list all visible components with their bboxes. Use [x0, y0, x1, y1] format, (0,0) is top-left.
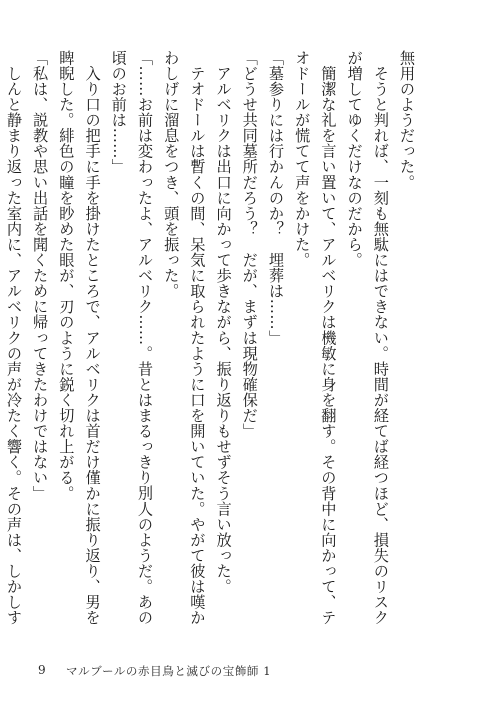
paragraph: 「墓参りには行かんのか？ 埋葬は……」: [266, 50, 285, 346]
paragraph: テオドールは暫くの間、呆気に取られたように口を開いていた。やがて彼は嘆かわしげに溜息をつき、頭を振った。: [162, 50, 207, 626]
paragraph: 「私は、説教や思い出話を聞くために帰ってきたわけではない」: [31, 50, 50, 501]
running-title: マルブールの赤目鳥と滅びの宝飾師 1: [66, 664, 272, 678]
paragraph: しんと静まり返った室内に、アルベリクの声が冷たく響く。その声は、しかしす: [4, 65, 23, 626]
paragraph: そうと判れば、一刻も無駄にはできない。時間が経てば経つほど、損失のリスクが増してゆくだけなのだから。: [345, 50, 390, 626]
paragraph: アルベリクは出口に向かって歩きながら、振り返りもせずそう言い放った。: [214, 50, 233, 595]
page-number: 9: [38, 663, 46, 677]
paragraph: 簡潔な礼を言い置いて、アルベリクは機敏に身を翻す。その背中に向かって、テオドールが慌てて声をかけた。: [293, 50, 338, 626]
page-footer: [0, 663, 500, 683]
paragraph: 「……お前は変わったよ、アルベリク……。昔とはまるっきり別人のようだ。あの頃のお前は……」: [109, 50, 154, 626]
paragraph: 入り口の把手に手を掛けたところで、アルベリクは首だけ僅かに振り返り、男を睥睨した。緋色の瞳を眇めた眼が、刃のように鋭く切れ上がる。: [57, 50, 102, 626]
paragraph: 無用のようだった。: [398, 50, 416, 190]
paragraph: 「どうせ共同墓所だろう？ だが、まずは現物確保だ」: [240, 50, 259, 439]
vertical-text-body: [0, 50, 420, 636]
